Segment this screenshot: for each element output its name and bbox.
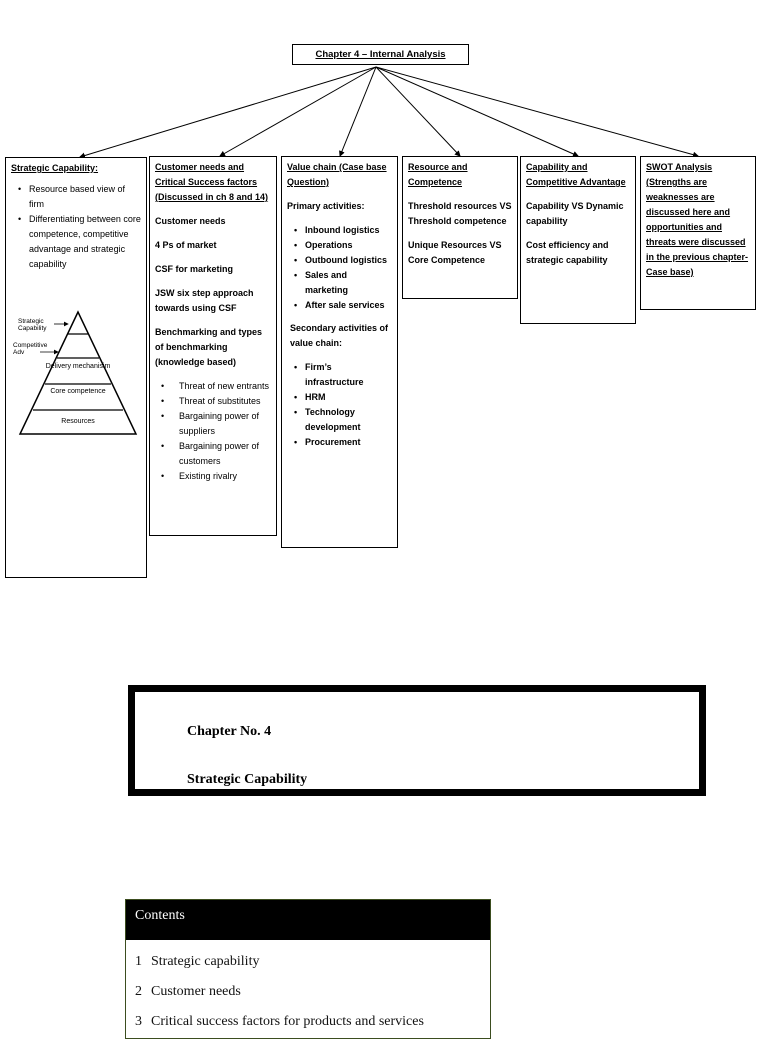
threshold-text: Threshold resources VS Threshold competence bbox=[408, 201, 512, 226]
primary-activities-list bbox=[287, 223, 392, 313]
primary-activities-heading: Primary activities: bbox=[287, 201, 365, 211]
resource-competence-title: Resource and Competence bbox=[408, 162, 468, 187]
arrow-to-swot bbox=[376, 67, 698, 156]
contents-item-text: Critical success factors for products and services bbox=[151, 1014, 424, 1029]
secondary-activities-heading: Secondary activities of value chain: bbox=[290, 323, 389, 348]
pyramid-layer-core: Core competence bbox=[50, 388, 106, 395]
customer-needs-box bbox=[149, 156, 277, 536]
benchmarking-text: Benchmarking and types of benchmarking (knowledge based) bbox=[155, 327, 263, 367]
resource-competence-box bbox=[402, 156, 518, 299]
arrow-to-strategic-capability bbox=[80, 67, 376, 157]
capability-advantage-title: Capability and Competitive Advantage bbox=[526, 162, 626, 187]
pyramid-label-competitive-adv: Competitive Adv bbox=[13, 342, 48, 356]
list-item: • Firm’s infrastructure bbox=[305, 360, 392, 390]
swot-title: SWOT Analysis (Strengths are weaknesses are discussed here and opportunities and threats were discussed in the previous chapter- Case base) bbox=[646, 162, 749, 277]
arrow-to-resource-competence bbox=[376, 67, 460, 156]
capability-advantage-box bbox=[520, 156, 636, 324]
strategic-capability-title: Strategic Capability: bbox=[11, 163, 99, 173]
arrow-to-customer-needs bbox=[220, 67, 376, 156]
chapter-banner bbox=[128, 685, 706, 796]
swot-box bbox=[640, 156, 756, 310]
list-item: • Inbound logistics bbox=[305, 223, 392, 238]
contents-item-number: 1 bbox=[135, 954, 142, 969]
contents-item[interactable] bbox=[135, 1014, 424, 1030]
diagram-root-node: Chapter 4 – Internal Analysis bbox=[292, 44, 469, 65]
jsw-approach-text: JSW six step approach towards using CSF bbox=[155, 288, 254, 313]
list-item: • Operations bbox=[305, 238, 392, 253]
contents-item-text: Customer needs bbox=[151, 984, 241, 999]
contents-item-text: Strategic capability bbox=[151, 954, 260, 969]
unique-resources-text: Unique Resources VS Core Competence bbox=[408, 240, 502, 265]
strategic-capability-list bbox=[11, 182, 141, 272]
contents-item-number: 3 bbox=[135, 1014, 142, 1029]
arrow-to-capability-advantage bbox=[376, 67, 578, 156]
list-item: • Sales and marketing bbox=[305, 268, 392, 298]
pyramid-layer-delivery: Delivery mechanisim bbox=[45, 363, 111, 370]
list-item: • Procurement bbox=[305, 435, 392, 450]
value-chain-box bbox=[281, 156, 398, 548]
contents-item[interactable] bbox=[135, 954, 259, 970]
five-forces-list bbox=[155, 379, 271, 484]
list-item: • HRM bbox=[305, 390, 392, 405]
contents-item[interactable] bbox=[135, 984, 241, 1000]
list-item: • After sale services bbox=[305, 298, 392, 313]
csf-marketing-text: CSF for marketing bbox=[155, 264, 234, 274]
list-item: • Threat of new entrants bbox=[179, 379, 271, 394]
dynamic-capability-text: Capability VS Dynamic capability bbox=[526, 201, 624, 226]
customer-needs-title: Customer needs and Critical Success factors (Discussed in ch 8 and 14) bbox=[155, 162, 269, 202]
contents-header: Contents bbox=[126, 900, 490, 940]
contents-item-number: 2 bbox=[135, 984, 142, 999]
list-item: • Resource based view of firm bbox=[29, 182, 141, 212]
four-ps-text: 4 Ps of market bbox=[155, 240, 217, 250]
secondary-activities-list bbox=[287, 360, 392, 450]
contents-panel bbox=[125, 899, 491, 1039]
list-item: • Bargaining power of suppliers bbox=[179, 409, 271, 439]
list-item: • Technology development bbox=[305, 405, 392, 435]
list-item: • Bargaining power of customers bbox=[179, 439, 271, 469]
value-chain-title: Value chain (Case base Question) bbox=[287, 162, 387, 187]
list-item: • Existing rivalry bbox=[179, 469, 271, 484]
pyramid-layer-resources: Resources bbox=[61, 418, 95, 425]
cost-efficiency-text: Cost efficiency and strategic capability bbox=[526, 240, 609, 265]
pyramid-label-strategic-capability: Strategic Capability bbox=[18, 318, 47, 332]
chapter-title: Strategic Capability bbox=[187, 772, 308, 787]
chapter-number: Chapter No. 4 bbox=[187, 724, 272, 739]
list-item: • Differentiating between core competence, competitive advantage and strategic capability bbox=[29, 212, 141, 272]
customer-needs-text: Customer needs bbox=[155, 216, 226, 226]
list-item: • Threat of substitutes bbox=[179, 394, 271, 409]
list-item: • Outbound logistics bbox=[305, 253, 392, 268]
arrow-to-value-chain bbox=[340, 67, 376, 156]
